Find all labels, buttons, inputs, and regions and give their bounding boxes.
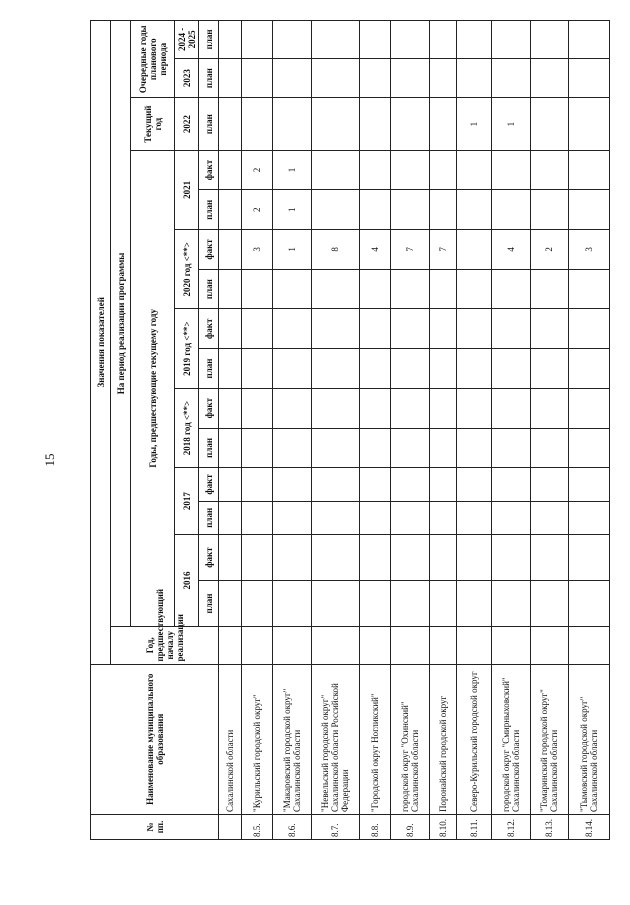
value-cell	[492, 388, 531, 428]
header-current-year: Текущий год	[131, 98, 175, 150]
value-cell	[390, 349, 429, 389]
value-cell	[241, 581, 272, 627]
value-cell	[390, 501, 429, 534]
row-number: 8.12.	[492, 814, 531, 839]
page-number: 15	[42, 453, 57, 467]
value-cell	[219, 150, 242, 190]
value-cell	[359, 21, 390, 59]
value-cell	[359, 269, 390, 309]
header-fact: факт	[199, 535, 219, 581]
value-cell	[531, 98, 568, 150]
value-cell	[219, 626, 242, 664]
value-cell	[531, 501, 568, 534]
value-cell	[312, 190, 360, 230]
header-2016: 2016	[175, 535, 199, 627]
value-cell	[312, 388, 360, 428]
value-cell: 4	[359, 230, 390, 270]
value-cell	[272, 349, 311, 389]
value-cell	[531, 309, 568, 349]
value-cell	[429, 535, 456, 581]
value-cell	[492, 58, 531, 98]
value-cell	[568, 626, 609, 664]
value-cell	[568, 349, 609, 389]
row-number: 8.13.	[531, 814, 568, 839]
value-cell	[390, 98, 429, 150]
value-cell	[456, 388, 491, 428]
value-cell: 7	[390, 230, 429, 270]
value-cell	[456, 150, 491, 190]
value-cell	[359, 535, 390, 581]
value-cell	[312, 150, 360, 190]
table-row	[312, 21, 360, 840]
value-cell	[359, 309, 390, 349]
value-cell	[359, 190, 390, 230]
value-cell	[568, 388, 609, 428]
value-cell	[359, 98, 390, 150]
value-cell	[272, 309, 311, 349]
value-cell	[312, 626, 360, 664]
value-cell	[272, 269, 311, 309]
header-2024-2025: 2024 - 2025	[175, 21, 199, 59]
value-cell	[531, 535, 568, 581]
row-number: 8.7.	[312, 814, 360, 839]
value-cell	[272, 626, 311, 664]
value-cell: 2	[531, 230, 568, 270]
value-cell	[568, 581, 609, 627]
value-cell	[219, 21, 242, 59]
value-cell	[531, 626, 568, 664]
value-cell	[390, 190, 429, 230]
value-cell	[312, 349, 360, 389]
value-cell	[456, 269, 491, 309]
value-cell	[241, 269, 272, 309]
value-cell	[241, 501, 272, 534]
value-cell	[359, 150, 390, 190]
row-number: 8.5.	[241, 814, 272, 839]
row-number: 8.10.	[429, 814, 456, 839]
value-cell	[272, 535, 311, 581]
value-cell	[429, 428, 456, 468]
header-2017: 2017	[175, 468, 199, 535]
value-cell	[568, 98, 609, 150]
value-cell	[456, 309, 491, 349]
table-row	[456, 21, 491, 840]
value-cell	[492, 468, 531, 501]
value-cell	[219, 468, 242, 501]
value-cell	[359, 58, 390, 98]
value-cell: 7	[429, 230, 456, 270]
row-number: 8.9.	[390, 814, 429, 839]
value-cell	[219, 388, 242, 428]
header-fact: факт	[199, 309, 219, 349]
value-cell	[429, 309, 456, 349]
row-number	[219, 814, 242, 839]
value-cell	[429, 269, 456, 309]
header-fact: факт	[199, 230, 219, 270]
table-row	[390, 21, 429, 840]
value-cell	[456, 626, 491, 664]
value-cell: 1	[272, 190, 311, 230]
value-cell	[531, 58, 568, 98]
value-cell	[429, 626, 456, 664]
header-fact: факт	[199, 468, 219, 501]
value-cell	[429, 58, 456, 98]
value-cell: 1	[272, 150, 311, 190]
value-cell	[241, 21, 272, 59]
value-cell	[492, 150, 531, 190]
value-cell	[272, 58, 311, 98]
value-cell	[492, 349, 531, 389]
value-cell	[359, 468, 390, 501]
header-no: № пп.	[91, 814, 219, 839]
value-cell	[429, 98, 456, 150]
value-cell	[219, 190, 242, 230]
value-cell	[568, 150, 609, 190]
header-plan: план	[199, 21, 219, 59]
value-cell	[531, 150, 568, 190]
value-cell	[492, 428, 531, 468]
value-cell: 1	[492, 98, 531, 150]
value-cell	[241, 535, 272, 581]
value-cell	[219, 269, 242, 309]
value-cell	[359, 349, 390, 389]
value-cell	[272, 98, 311, 150]
table-row	[492, 21, 531, 840]
municipality-name: городской округ "Охинский" Сахалинской области	[390, 664, 429, 814]
row-number: 8.11.	[456, 814, 491, 839]
value-cell	[568, 190, 609, 230]
value-cell: 3	[241, 230, 272, 270]
value-cell	[568, 535, 609, 581]
value-cell	[568, 428, 609, 468]
value-cell	[312, 309, 360, 349]
value-cell	[531, 190, 568, 230]
value-cell	[390, 309, 429, 349]
header-plan: план	[199, 501, 219, 534]
row-number: 8.8.	[359, 814, 390, 839]
value-cell	[241, 349, 272, 389]
header-fact: факт	[199, 388, 219, 428]
value-cell	[359, 501, 390, 534]
municipality-name: Северо-Курильский городской округ	[456, 664, 491, 814]
header-plan: план	[199, 98, 219, 150]
value-cell	[312, 98, 360, 150]
municipality-name: Сахалинской области	[219, 664, 242, 814]
municipality-name: городской округ "Смирныховский" Сахалинской области	[492, 664, 531, 814]
header-2022: 2022	[175, 98, 199, 150]
value-cell	[456, 21, 491, 59]
header-plan: план	[199, 190, 219, 230]
value-cell	[241, 626, 272, 664]
value-cell	[568, 58, 609, 98]
municipality-name: "Невельский городской округ" Сахалинской области Российской Федерации	[312, 664, 360, 814]
value-cell	[531, 468, 568, 501]
header-plan: план	[199, 581, 219, 627]
header-indicators: Значения показателей	[91, 21, 111, 665]
value-cell	[390, 58, 429, 98]
value-cell	[241, 309, 272, 349]
municipality-name: "Курильский городской округ"	[241, 664, 272, 814]
value-cell	[456, 535, 491, 581]
value-cell: 4	[492, 230, 531, 270]
value-cell: 1	[272, 230, 311, 270]
value-cell	[456, 428, 491, 468]
value-cell	[429, 190, 456, 230]
value-cell	[219, 501, 242, 534]
header-program-period: На период реализации программы	[111, 21, 131, 627]
row-number: 8.14.	[568, 814, 609, 839]
value-cell	[219, 230, 242, 270]
value-cell	[492, 535, 531, 581]
value-cell	[359, 428, 390, 468]
table-row	[359, 21, 390, 840]
indicators-table	[90, 20, 610, 840]
value-cell	[531, 428, 568, 468]
header-2021: 2021	[175, 150, 199, 229]
value-cell	[219, 98, 242, 150]
value-cell	[312, 468, 360, 501]
value-cell	[456, 190, 491, 230]
value-cell: 1	[456, 98, 491, 150]
header-plan: план	[199, 269, 219, 309]
header-plan: план	[199, 58, 219, 98]
value-cell	[390, 428, 429, 468]
value-cell	[312, 581, 360, 627]
value-cell	[492, 626, 531, 664]
value-cell	[492, 269, 531, 309]
value-cell	[390, 21, 429, 59]
table-row	[568, 21, 609, 840]
rotated-table-wrapper	[90, 20, 610, 840]
value-cell	[219, 349, 242, 389]
value-cell	[359, 388, 390, 428]
row-number: 8.6.	[272, 814, 311, 839]
value-cell	[241, 468, 272, 501]
value-cell	[492, 309, 531, 349]
value-cell	[241, 428, 272, 468]
value-cell	[456, 501, 491, 534]
value-cell	[272, 581, 311, 627]
value-cell: 2	[241, 150, 272, 190]
value-cell	[429, 150, 456, 190]
value-cell	[390, 388, 429, 428]
value-cell	[312, 21, 360, 59]
value-cell	[312, 501, 360, 534]
value-cell	[456, 468, 491, 501]
value-cell	[312, 535, 360, 581]
header-municipality: Наименование муниципального образования	[91, 664, 219, 814]
value-cell	[390, 468, 429, 501]
header-2019: 2019 год <**>	[175, 309, 199, 388]
value-cell	[272, 468, 311, 501]
value-cell	[456, 58, 491, 98]
municipality-name: "Томаринский городской округ" Сахалинской области	[531, 664, 568, 814]
municipality-name: "Тымовский городской округ" Сахалинской области	[568, 664, 609, 814]
header-years-before: Годы, предшествующие текущему году	[131, 150, 175, 626]
municipality-name: Поронайский городской округ	[429, 664, 456, 814]
value-cell	[390, 626, 429, 664]
value-cell	[241, 388, 272, 428]
value-cell	[390, 535, 429, 581]
value-cell	[429, 388, 456, 428]
table-body	[219, 21, 610, 840]
value-cell	[456, 230, 491, 270]
municipality-name: "Городской округ Ногликский"	[359, 664, 390, 814]
value-cell: 3	[568, 230, 609, 270]
value-cell	[429, 581, 456, 627]
value-cell	[568, 468, 609, 501]
value-cell	[390, 581, 429, 627]
value-cell	[492, 190, 531, 230]
value-cell	[359, 581, 390, 627]
value-cell	[219, 309, 242, 349]
value-cell	[390, 269, 429, 309]
value-cell	[219, 58, 242, 98]
value-cell: 2	[241, 190, 272, 230]
value-cell	[312, 58, 360, 98]
table-row	[241, 21, 272, 840]
municipality-name: "Макаровский городской округ" Сахалинской области	[272, 664, 311, 814]
value-cell	[359, 626, 390, 664]
value-cell	[568, 21, 609, 59]
value-cell	[219, 581, 242, 627]
table-row	[531, 21, 568, 840]
value-cell	[219, 535, 242, 581]
value-cell	[429, 349, 456, 389]
value-cell	[531, 388, 568, 428]
header-plan: план	[199, 349, 219, 389]
header-2020: 2020 год <**>	[175, 230, 199, 309]
value-cell	[272, 428, 311, 468]
table-row	[429, 21, 456, 840]
value-cell	[492, 21, 531, 59]
value-cell	[429, 468, 456, 501]
value-cell	[456, 349, 491, 389]
value-cell	[312, 428, 360, 468]
value-cell: 8	[312, 230, 360, 270]
value-cell	[492, 501, 531, 534]
value-cell	[456, 581, 491, 627]
value-cell	[568, 501, 609, 534]
value-cell	[531, 349, 568, 389]
table-row	[219, 21, 242, 840]
value-cell	[492, 581, 531, 627]
value-cell	[312, 269, 360, 309]
header-2023: 2023	[175, 58, 199, 98]
value-cell	[390, 150, 429, 190]
header-2018: 2018 год <**>	[175, 388, 199, 467]
value-cell	[241, 58, 272, 98]
table-row	[272, 21, 311, 840]
header-next-years: Очередные годы планового периода	[131, 21, 175, 98]
value-cell	[272, 21, 311, 59]
value-cell	[531, 21, 568, 59]
header-plan: план	[199, 428, 219, 468]
header-preceding-year: Год, предшествующий началу реализации	[111, 626, 219, 664]
value-cell	[272, 388, 311, 428]
value-cell	[568, 269, 609, 309]
value-cell	[272, 501, 311, 534]
value-cell	[429, 21, 456, 59]
value-cell	[531, 581, 568, 627]
value-cell	[568, 309, 609, 349]
value-cell	[531, 269, 568, 309]
value-cell	[241, 98, 272, 150]
value-cell	[219, 428, 242, 468]
header-fact: факт	[199, 150, 219, 190]
value-cell	[429, 501, 456, 534]
